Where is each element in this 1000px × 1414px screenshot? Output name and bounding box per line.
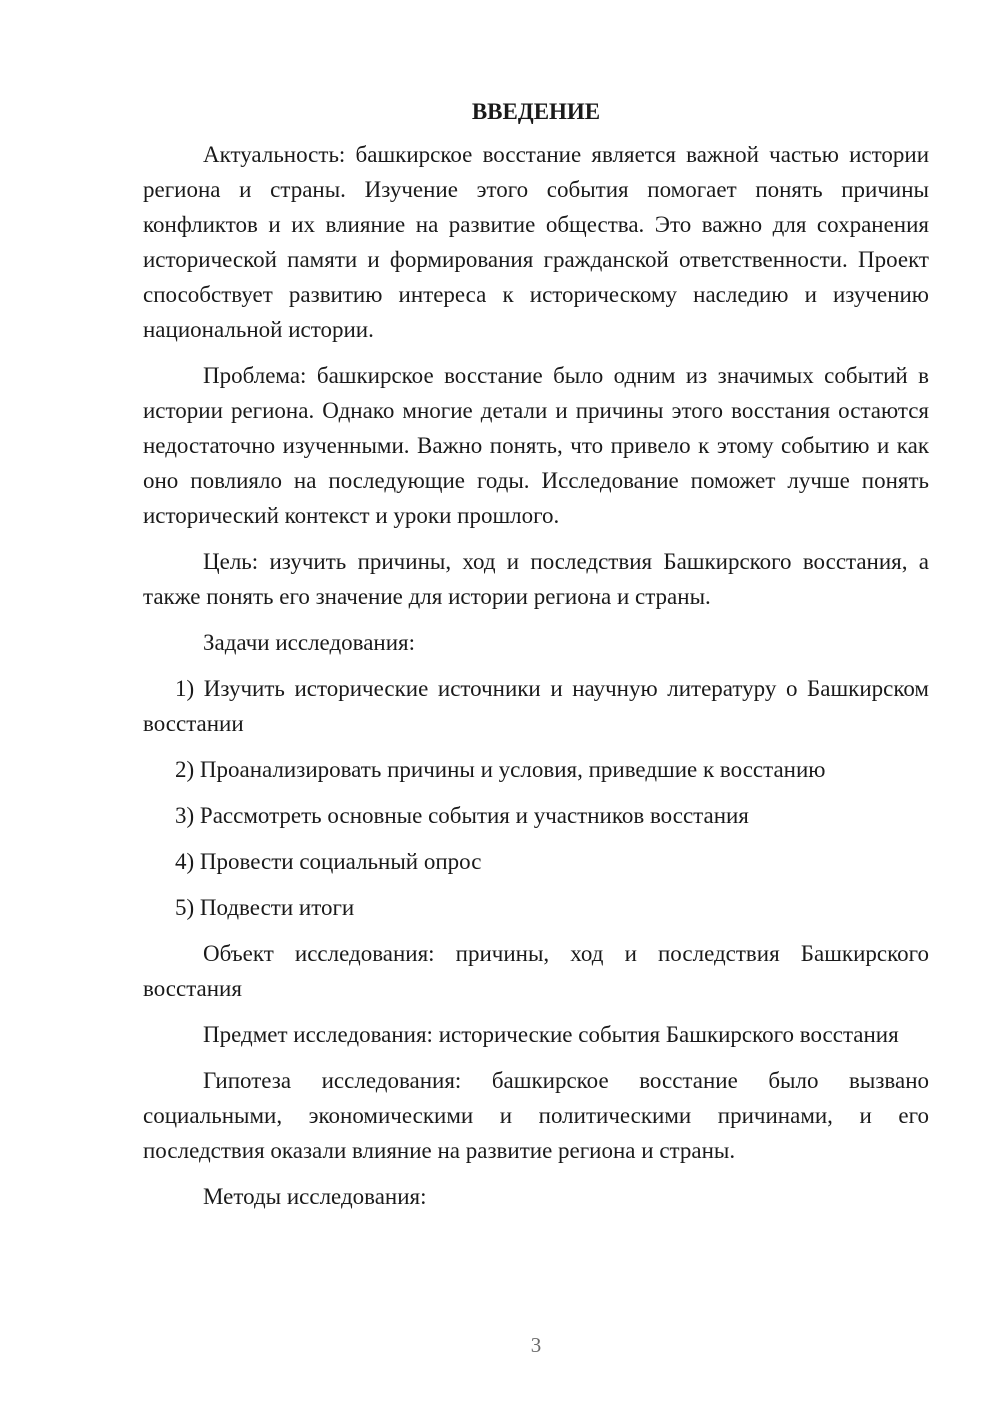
page-number: 3 xyxy=(530,1333,542,1357)
document-body xyxy=(143,94,929,1225)
tasks-heading: Задачи исследования: xyxy=(203,630,416,655)
task-item-4: 4) Провести социальный опрос xyxy=(175,849,482,874)
hypothesis-paragraph: Гипотеза исследования: башкирское восстание было вызвано социальными, экономическими и политическими причинами, и его последствия оказали влияние на развитие региона и страны. xyxy=(143,1068,929,1163)
object-paragraph: Объект исследования: причины, ход и последствия Башкирского восстания xyxy=(143,941,929,1001)
goal-paragraph: Цель: изучить причины, ход и последствия Башкирского восстания, а также понять его значение для истории региона и страны. xyxy=(143,549,929,609)
task-item-3: 3) Рассмотреть основные события и участников восстания xyxy=(175,803,749,828)
subject-paragraph: Предмет исследования: исторические события Башкирского восстания xyxy=(203,1022,899,1047)
relevance-paragraph: Актуальность: башкирское восстание является важной частью истории региона и страны. Изучение этого события помогает понять причины конфликтов и их влияние на развитие общества. Это важно для сохранения исторической памяти и формирования гражданской ответственности. Проект способствует развитию интереса к историческому наследию и изучению национальной истории. xyxy=(143,142,929,342)
problem-paragraph: Проблема: башкирское восстание было одним из значимых событий в истории региона. Однако многие детали и причины этого восстания остаются недостаточно изученными. Важно понять, что привело к этому событию и как оно повлияло на последующие годы. Исследование поможет лучше понять исторический контекст и уроки прошлого. xyxy=(143,363,929,528)
methods-heading: Методы исследования: xyxy=(203,1184,427,1209)
page-title: ВВЕДЕНИЕ xyxy=(471,99,601,124)
task-item-5: 5) Подвести итоги xyxy=(175,895,355,920)
task-item-2: 2) Проанализировать причины и условия, приведшие к восстанию xyxy=(175,757,826,782)
task-item-1: 1) Изучить исторические источники и научную литературу о Башкирском восстании xyxy=(143,676,929,736)
